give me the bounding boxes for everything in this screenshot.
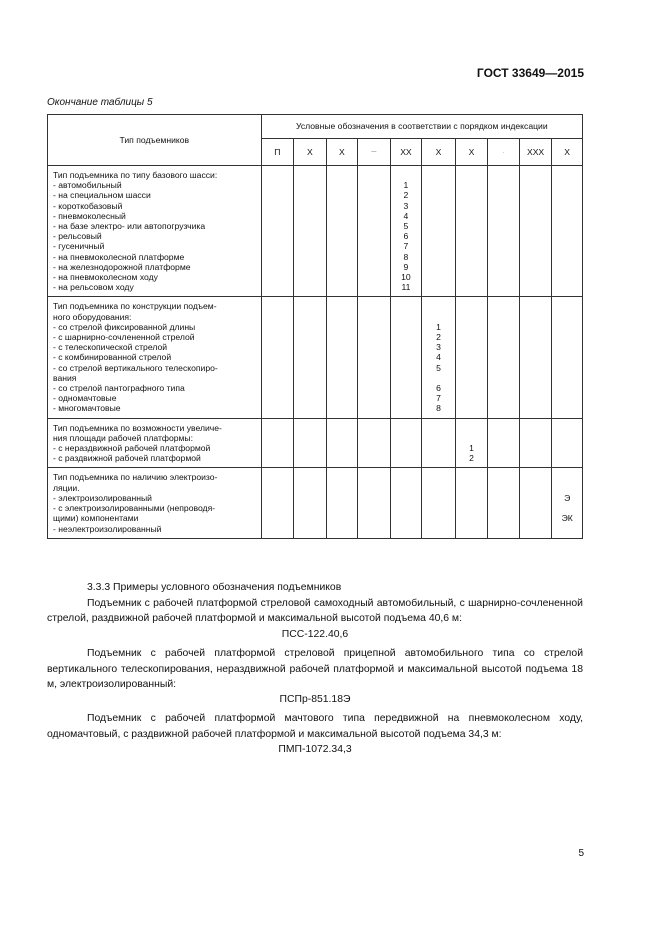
type-description-line: - на пневмоколесном ходу xyxy=(53,272,158,283)
symbol-value-cell xyxy=(261,297,294,418)
code-value: 1 xyxy=(436,321,441,332)
code-value: 9 xyxy=(403,261,409,272)
type-description-line: - со стрелой вертикального телескопиро- xyxy=(53,362,218,373)
code-value xyxy=(552,483,582,493)
symbol-value-cell xyxy=(552,418,583,468)
symbol-value-cell xyxy=(552,166,583,297)
header-row-1 xyxy=(48,115,583,139)
type-description-cell xyxy=(48,297,262,418)
symbol-value-cell xyxy=(326,468,358,538)
code-value: 4 xyxy=(436,352,441,363)
code-value: 1 xyxy=(403,180,409,191)
symbol-value-cell xyxy=(261,468,294,538)
symbol-value-cell xyxy=(488,418,520,468)
code-value: 3 xyxy=(403,200,409,211)
symbol-header: Х xyxy=(294,139,327,166)
designation-table xyxy=(47,114,583,539)
code-value xyxy=(422,301,455,311)
code-value: 4 xyxy=(403,210,409,221)
symbol-value-cell xyxy=(519,418,552,468)
code-value: 8 xyxy=(436,403,441,414)
table-section-row xyxy=(48,418,583,468)
type-description-line: - на железнодорожной платформе xyxy=(53,261,191,272)
symbol-value-cell xyxy=(294,418,327,468)
symbol-header: ХХ xyxy=(390,139,422,166)
symbol-value-cell xyxy=(519,166,552,297)
symbol-value-cell xyxy=(552,297,583,418)
type-column-header: Тип подъемников xyxy=(48,115,262,166)
symbol-value-cell xyxy=(552,468,583,538)
code-value: 2 xyxy=(403,190,409,201)
type-description-line: щими) компонентами xyxy=(53,513,139,524)
code-value: 10 xyxy=(401,271,411,282)
code-value: 2 xyxy=(469,453,474,464)
type-description-line: Тип подъемника по типу базового шасси: xyxy=(53,170,218,180)
code-value: 7 xyxy=(436,393,441,404)
page-number: 5 xyxy=(578,848,584,859)
symbol-header: — xyxy=(358,139,391,166)
code-value xyxy=(456,423,488,433)
code-value: 5 xyxy=(403,220,409,231)
code-value: 6 xyxy=(403,231,409,242)
code-value: 6 xyxy=(436,382,441,393)
symbol-value-cell xyxy=(358,166,391,297)
code-value xyxy=(422,373,455,383)
symbol-value-cell xyxy=(326,418,358,468)
type-description-line: - со стрелой фиксированной длины xyxy=(53,321,196,332)
symbol-value-cell xyxy=(390,166,422,297)
code-value xyxy=(456,433,488,443)
code-value: ЭК xyxy=(561,513,573,524)
symbol-value-cell xyxy=(390,418,422,468)
code-value xyxy=(391,170,422,180)
type-description-line: ляции. xyxy=(53,482,80,493)
example-1-code: ПСС-122.40,6 xyxy=(281,629,349,640)
table-caption: Окончание таблицы 5 xyxy=(47,97,153,108)
table-body xyxy=(48,166,583,539)
example-1-description: Подъемник с рабочей платформой стреловой самоходный автомобильный, с шарнирно-сочлененной стрелой, раздвижной рабочей платформой и максимальной высотой подъема 40,6 м: xyxy=(47,597,583,624)
type-description-line: - короткобазовый xyxy=(53,200,123,211)
type-description-line: - на пневмоколесной платформе xyxy=(53,251,185,262)
symbol-header: П xyxy=(261,139,294,166)
example-2-code: ПСПр-851.18Э xyxy=(279,694,351,705)
symbol-value-cell xyxy=(390,297,422,418)
type-description-line: - автомобильный xyxy=(53,180,122,191)
type-description-line: Тип подъемника по конструкции подъем- xyxy=(53,301,217,312)
type-description-line: - рельсовый xyxy=(53,231,102,242)
code-value: 3 xyxy=(436,342,441,353)
symbol-value-cell xyxy=(455,297,488,418)
symbol-value-cell xyxy=(488,297,520,418)
type-description-line: - с нераздвижной рабочей платформой xyxy=(53,443,211,454)
symbol-value-cell xyxy=(294,468,327,538)
symbol-value-cell xyxy=(261,418,294,468)
symbol-value-cell xyxy=(455,166,488,297)
example-2-block xyxy=(47,646,583,693)
code-value: 7 xyxy=(403,241,409,252)
code-value: 2 xyxy=(436,332,441,342)
symbol-value-cell xyxy=(422,418,456,468)
code-value: 8 xyxy=(403,251,409,262)
example-3-description: Подъемник с рабочей платформой мачтового типа передвижной на пневмоколесном ходу, одномачтовый, с раздвижной рабочей платформой и максимальной высотой подъема 34,3 м: xyxy=(47,713,583,740)
type-description-line: - со стрелой пантографного типа xyxy=(53,383,185,394)
type-description-line: - одномачтовые xyxy=(53,393,117,404)
type-description-cell xyxy=(48,468,262,538)
symbol-value-cell xyxy=(519,468,552,538)
code-value: 1 xyxy=(469,443,474,454)
type-description-line: - электроизолированный xyxy=(53,492,152,503)
type-description-line: - с электроизолированными (непроводя- xyxy=(53,503,216,514)
example-3-block xyxy=(47,711,583,742)
table-section-row xyxy=(48,297,583,418)
symbol-value-cell xyxy=(390,468,422,538)
code-value xyxy=(552,503,582,513)
symbol-value-cell xyxy=(488,468,520,538)
code-value xyxy=(552,523,582,533)
code-value: Э xyxy=(564,492,571,503)
symbol-header: Х xyxy=(552,139,583,166)
symbol-value-cell xyxy=(358,418,391,468)
example-2-description: Подъемник с рабочей платформой стреловой прицепной автомобильного типа со стрелой вертикального телескопирования, нераздвижной рабочей платформой и максимальной высотой подъема 18 м, электроизолированный: xyxy=(47,648,583,690)
symbol-value-cell xyxy=(455,418,488,468)
table-section-row xyxy=(48,468,583,538)
symbol-value-cell xyxy=(294,297,327,418)
table-section-row xyxy=(48,166,583,297)
type-description-cell xyxy=(48,166,262,297)
type-description-line: - пневмоколесный xyxy=(53,210,126,221)
type-description-line: - многомачтовые xyxy=(53,403,121,414)
symbol-header: ХХХ xyxy=(519,139,552,166)
symbol-value-cell xyxy=(358,297,391,418)
type-description-line: - с шарнирно-сочлененной стрелой xyxy=(53,332,195,343)
type-description-line: - на рельсовом ходу xyxy=(53,282,134,293)
type-description-line: Тип подъемника по возможности увеличе- xyxy=(53,422,222,433)
code-value xyxy=(422,312,455,322)
symbol-value-cell xyxy=(294,166,327,297)
type-description-line: Тип подъемника по наличию электроизо- xyxy=(53,472,218,483)
code-value: 11 xyxy=(401,282,411,293)
symbol-header: Х xyxy=(326,139,358,166)
symbol-value-cell xyxy=(519,297,552,418)
document-code: ГОСТ 33649—2015 xyxy=(476,66,584,80)
symbol-value-cell xyxy=(326,166,358,297)
symbol-value-cell xyxy=(422,297,456,418)
type-description-line: вания xyxy=(53,372,77,383)
type-description-line: - на базе электро- или автопогрузчика xyxy=(53,221,206,232)
example-3-code: ПМП-1072.34,3 xyxy=(278,744,352,755)
type-description-line: - гусеничный xyxy=(53,241,105,252)
section-heading: 3.3.3 Примеры условного обозначения подъемников xyxy=(87,582,342,593)
symbol-header: Х xyxy=(422,139,456,166)
symbol-value-cell xyxy=(326,297,358,418)
code-value xyxy=(552,472,582,482)
symbol-value-cell xyxy=(488,166,520,297)
section-text xyxy=(47,580,583,627)
code-value: 5 xyxy=(436,362,441,373)
symbol-value-cell xyxy=(422,166,456,297)
conditions-column-header: Условные обозначения в соответствии с порядком индексации xyxy=(261,115,582,139)
type-description-line: - с раздвижной рабочей платформой xyxy=(53,453,201,464)
symbol-value-cell xyxy=(358,468,391,538)
symbol-value-cell xyxy=(455,468,488,538)
symbol-value-cell xyxy=(261,166,294,297)
type-description-line: - с комбинированной стрелой xyxy=(53,352,172,363)
type-description-line: ного оборудования: xyxy=(53,311,132,322)
type-description-line: - неэлектроизолированный xyxy=(53,523,162,534)
symbol-value-cell xyxy=(422,468,456,538)
type-description-line: ния площади рабочей платформы: xyxy=(53,432,193,443)
type-description-line: - на специальном шасси xyxy=(53,190,151,201)
type-description-cell xyxy=(48,418,262,468)
symbol-header: Х xyxy=(455,139,488,166)
symbol-header: . xyxy=(488,139,520,166)
type-description-line: - с телескопической стрелой xyxy=(53,342,168,353)
